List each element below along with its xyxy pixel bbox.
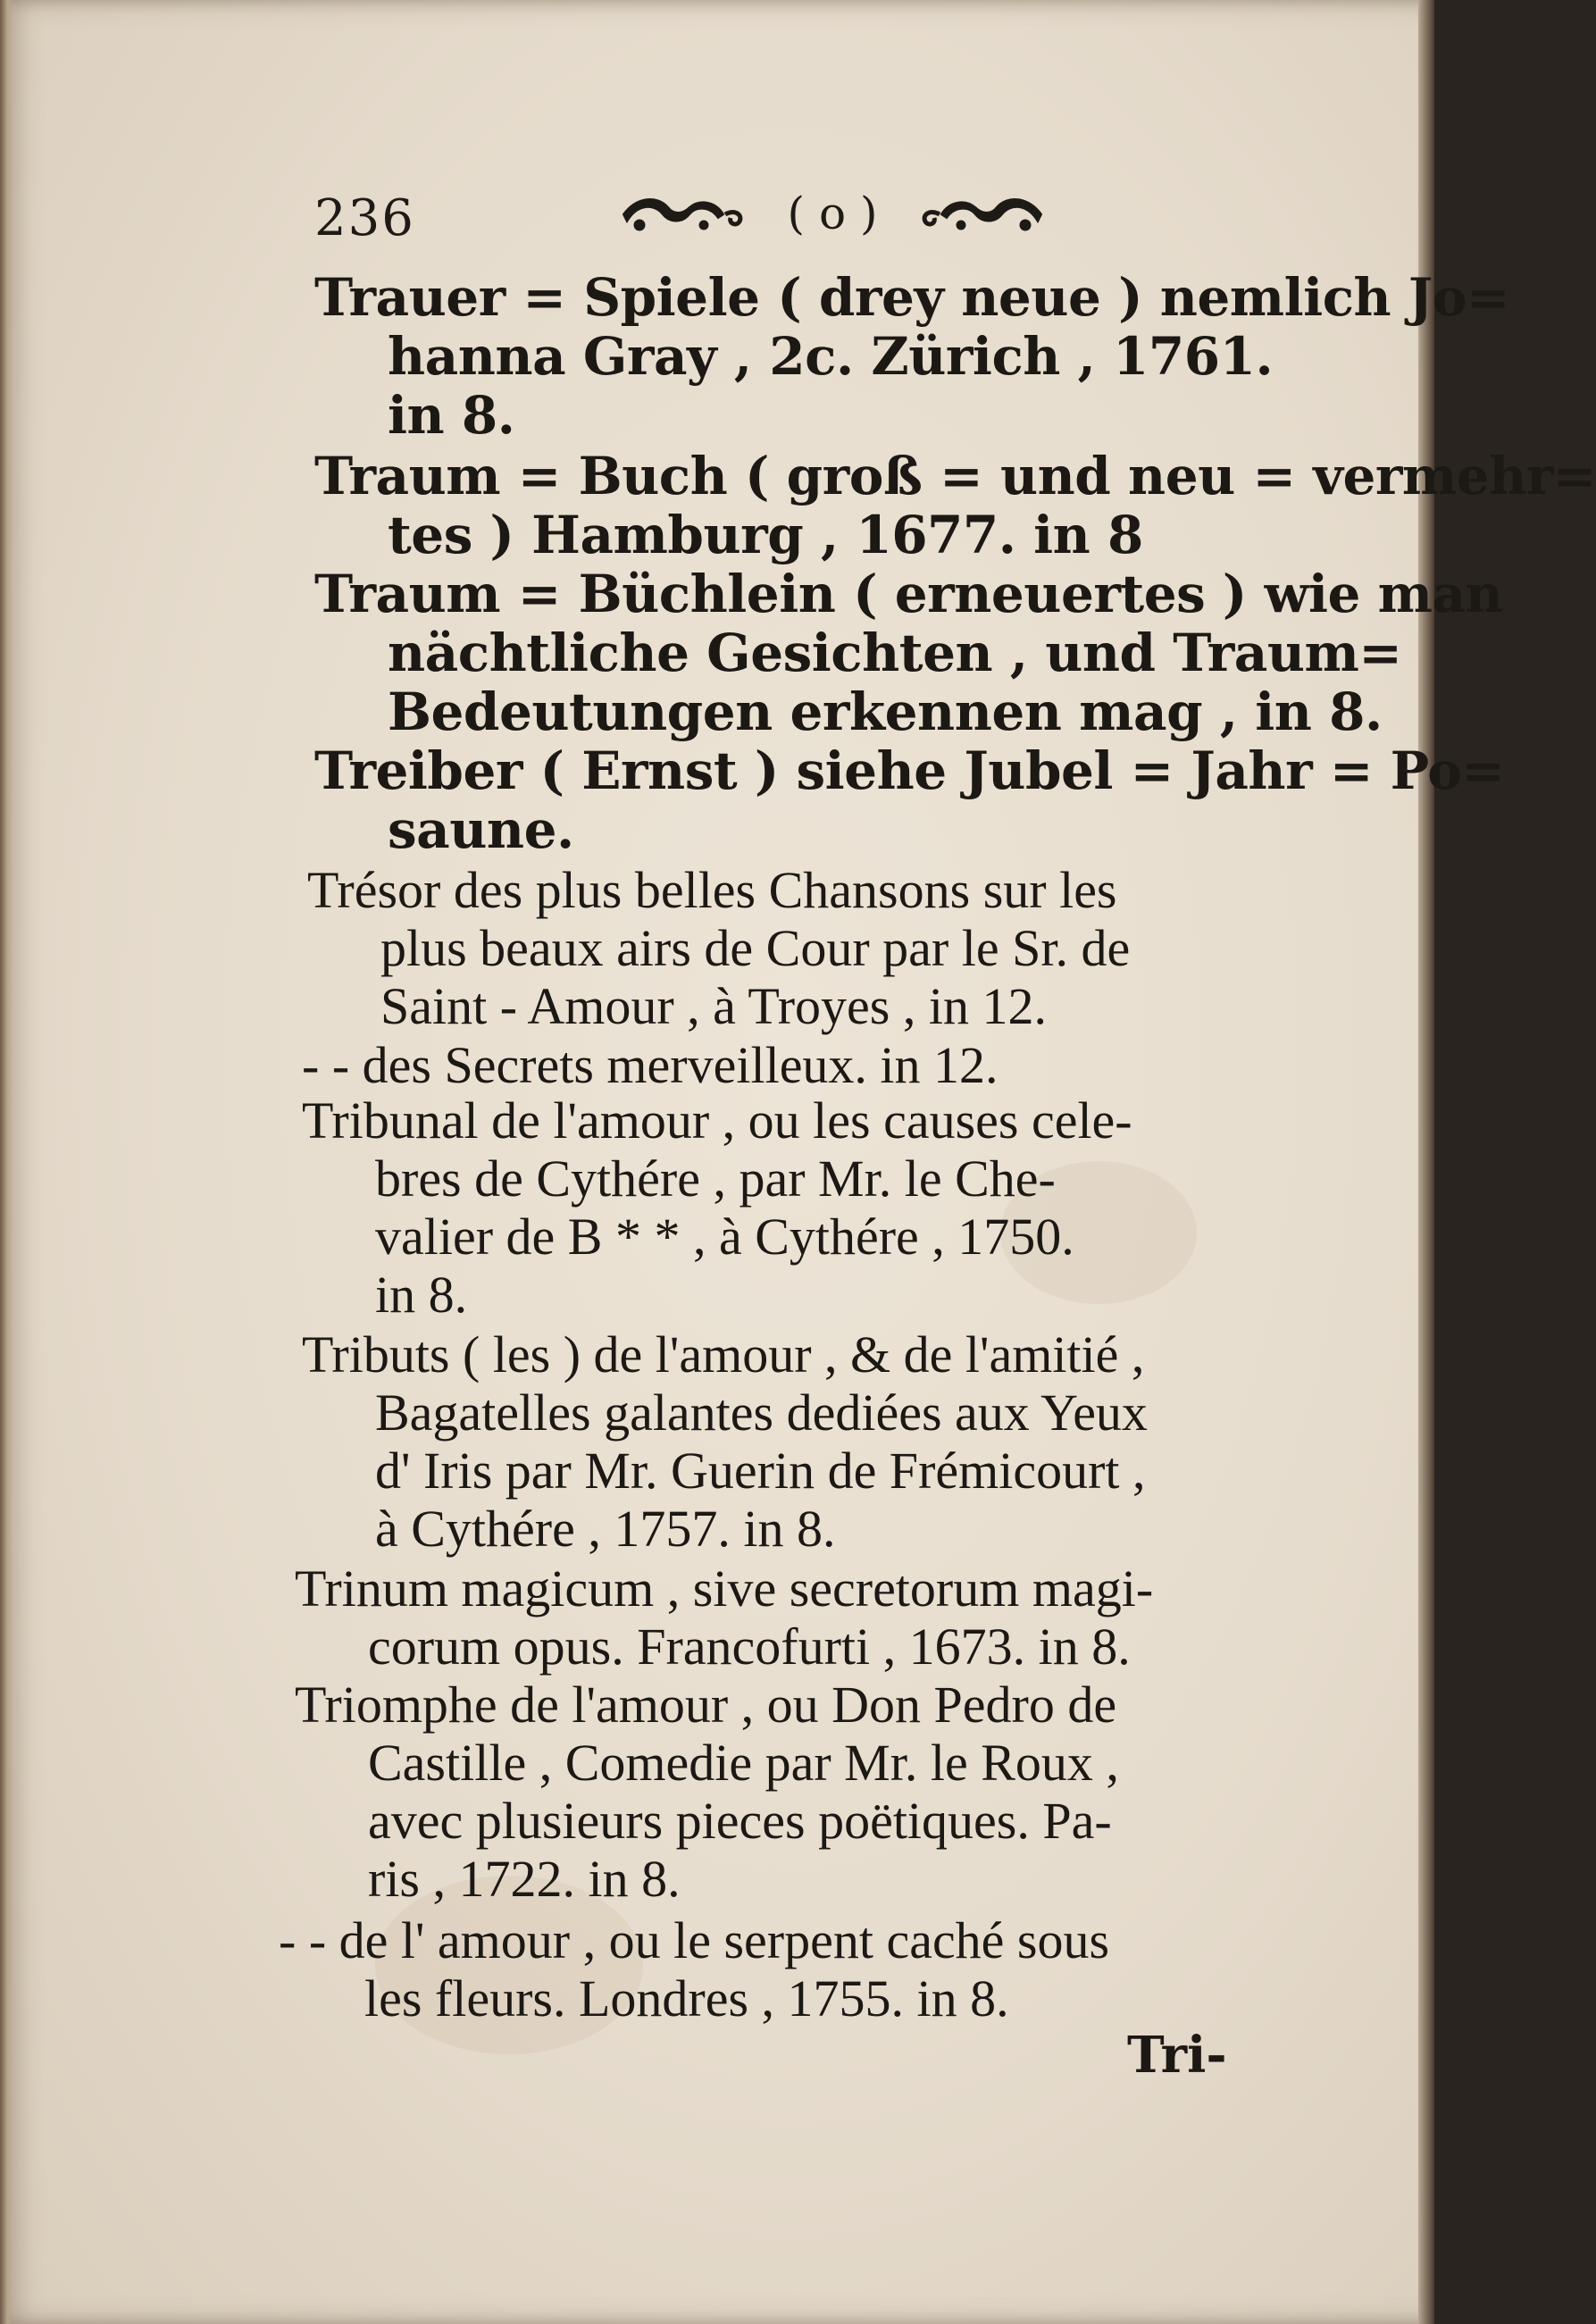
- entry-line: à Cythére , 1757. in 8.: [375, 1500, 836, 1558]
- list-item: [279, 1911, 1109, 2027]
- entry-line: bres de Cythére , par Mr. le Che-: [375, 1149, 1056, 1208]
- entry-line: Triomphe de l'amour , ou Don Pedro de: [295, 1676, 1117, 1734]
- entry-line: nächtliche Gesichten , und Traum=: [388, 623, 1402, 683]
- entry-line: plus beaux airs de Cour par le Sr. de: [380, 919, 1131, 977]
- entry-line: Bedeutungen erkennen mag , in 8.: [388, 681, 1383, 742]
- catchword: Tri-: [1127, 2026, 1227, 2085]
- entry-line: - - de l' amour , ou le serpent caché sous: [279, 1911, 1110, 1969]
- list-item: [295, 1559, 1153, 1676]
- entry-line: Treiber ( Ernst ) siehe Jubel = Jahr = Po=: [314, 740, 1505, 801]
- header-center-mark: ( o ): [787, 188, 878, 239]
- entry-line: hanna Gray , 2c. Zürich , 1761.: [388, 326, 1274, 387]
- entry-line: valier de B * * , à Cythére , 1750.: [375, 1208, 1074, 1266]
- entry-line: Saint - Amour , à Troyes , in 12.: [380, 977, 1047, 1035]
- list-item: [295, 1676, 1119, 1908]
- entry-line: corum opus. Francofurti , 1673. in 8.: [368, 1618, 1131, 1676]
- entry-line: - - des Secrets merveilleux. in 12.: [302, 1036, 999, 1094]
- entry-line: ris , 1722. in 8.: [368, 1850, 681, 1908]
- list-item: [314, 564, 1502, 741]
- entry-line: Tributs ( les ) de l'amour , & de l'amitié ,: [302, 1325, 1145, 1384]
- page-number: 236: [314, 189, 415, 247]
- entry-line: in 8.: [375, 1266, 468, 1324]
- entry-line: Castille , Comedie par Mr. le Roux ,: [368, 1734, 1119, 1792]
- list-item: [302, 1036, 999, 1094]
- entry-line: Trauer = Spiele ( drey neue ) nemlich Jo=: [314, 267, 1510, 328]
- list-item: [314, 268, 1509, 445]
- list-item: [307, 861, 1130, 1035]
- list-item: [314, 447, 1596, 564]
- entry-line: Trinum magicum , sive secretorum magi-: [295, 1559, 1154, 1618]
- list-item: [314, 741, 1504, 859]
- entry-line: d' Iris par Mr. Guerin de Frémicourt ,: [375, 1442, 1146, 1500]
- entry-line: Tribunal de l'amour , ou les causes cele-: [302, 1091, 1132, 1149]
- entry-line: avec plusieurs pieces poëtiques. Pa-: [368, 1792, 1112, 1850]
- entry-line: saune.: [388, 799, 574, 860]
- entry-line: tes ) Hamburg , 1677. in 8: [388, 505, 1143, 565]
- entry-line: les fleurs. Londres , 1755. in 8.: [364, 1969, 1009, 2027]
- list-item: [302, 1091, 1132, 1324]
- entry-line: Traum = Buch ( groß = und neu = vermehr=: [314, 446, 1596, 506]
- list-item: [302, 1325, 1148, 1558]
- entry-line: Traum = Büchlein ( erneuertes ) wie man: [314, 564, 1503, 624]
- entry-line: Bagatelles galantes dediées aux Yeux: [375, 1384, 1148, 1442]
- entry-line: Trésor des plus belles Chansons sur les: [307, 861, 1117, 919]
- entry-line: in 8.: [388, 385, 515, 446]
